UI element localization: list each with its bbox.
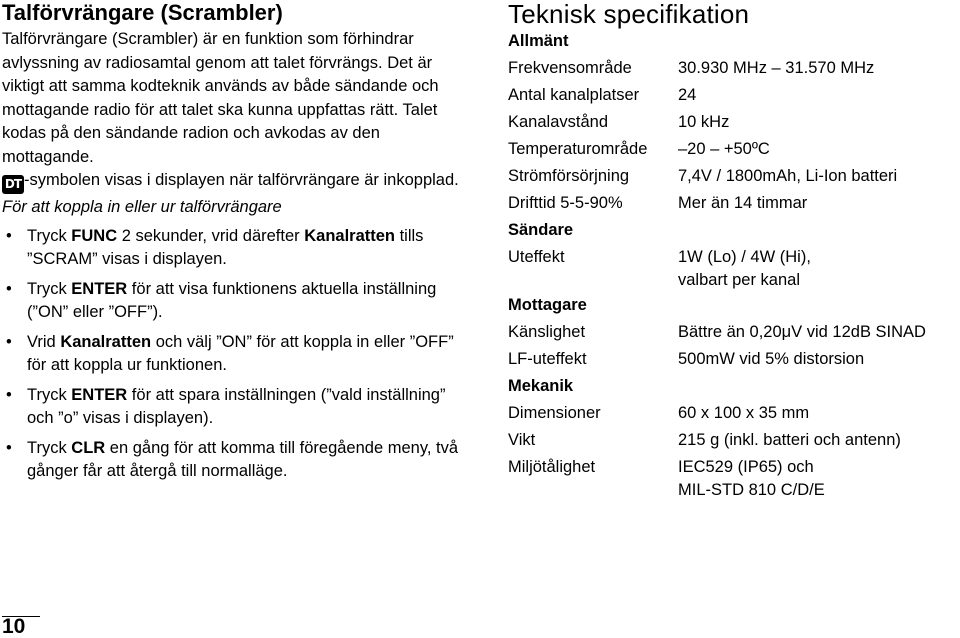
scrambler-section (2, 0, 472, 490)
step-item: • Tryck ENTER för att visa funktionens aktuella inställning (”ON” eller ”OFF”). (6, 279, 437, 321)
spec-section-title: Mekanik (508, 377, 574, 395)
spec-row: Kanalavstånd 10 kHz (508, 113, 730, 131)
spec-row: Temperaturområde –20 – +50ºC (508, 140, 770, 158)
spec-section (508, 0, 960, 504)
scrambler-intro: Talförvrängare (Scrambler) är en funktion som förhindrar avlyssning av radiosamtal genom att talet förvrängs. Det är viktigt att samma kodteknik används av både sändande och mottagande radio för att talet ska kunna uppfattas rätt. Talet kodas på den sändande radion och avkodas av den mottagande. (2, 30, 439, 166)
spec-row: Uteffekt 1W (Lo) / 4W (Hi), valbart per kanal (508, 248, 811, 289)
bullet-icon: • (6, 226, 12, 245)
key-kanalratten: Kanalratten (60, 332, 152, 351)
step-item: • Tryck ENTER för att spara inställningen (”vald inställning” och ”o” visas i displayen). (6, 385, 446, 427)
key-kanalratten: Kanalratten (304, 226, 396, 245)
spec-section-title: Allmänt (508, 32, 569, 50)
step-item: • Tryck CLR en gång för att komma till föregående meny, två gånger får att återgå till normalläge. (6, 438, 459, 480)
spec-section-title: Sändare (508, 221, 574, 239)
bullet-icon: • (6, 438, 12, 457)
bullet-icon: • (6, 332, 12, 351)
key-clr: CLR (71, 438, 106, 457)
bullet-icon: • (6, 385, 12, 404)
spec-row: Miljötålighet IEC529 (IP65) och MIL-STD 810 C/D/E (508, 458, 825, 499)
dt-scrambler-icon: DT (2, 175, 24, 194)
spec-row: Drifttid 5-5-90% Mer än 14 timmar (508, 194, 808, 212)
spec-row: Vikt 215 g (inkl. batteri och antenn) (508, 431, 901, 449)
scrambler-subheading: För att koppla in eller ur talförvrängare (2, 198, 282, 216)
spec-heading: Teknisk specifikation (508, 0, 750, 29)
step-item: • Vrid Kanalratten och välj ”ON” för att koppla in eller ”OFF” för att koppla ur funktionen. (6, 332, 454, 374)
spec-row: Dimensioner 60 x 100 x 35 mm (508, 404, 810, 422)
symbol-paragraph (2, 169, 472, 194)
scrambler-steps (2, 225, 472, 484)
spec-row: LF-uteffekt 500mW vid 5% distorsion (508, 350, 865, 368)
bullet-icon: • (6, 279, 12, 298)
key-func: FUNC (71, 226, 118, 245)
spec-row: Antal kanalplatser 24 (508, 86, 697, 104)
key-enter: ENTER (71, 385, 128, 404)
scrambler-heading: Talförvrängare (Scrambler) (2, 0, 283, 25)
page-number: 10 (2, 616, 40, 637)
spec-table (508, 30, 926, 504)
spec-row: Frekvensområde 30.930 MHz – 31.570 MHz (508, 59, 875, 77)
key-enter: ENTER (71, 279, 128, 298)
symbol-text: -symbolen visas i displayen när talförvrängare är inkopplad. (24, 171, 459, 189)
spec-row: Strömförsörjning 7,4V / 1800mAh, Li-Ion batteri (508, 167, 898, 185)
spec-section-title: Mottagare (508, 296, 587, 314)
step-item: • Tryck FUNC 2 sekunder, vrid därefter Kanalratten tills ”SCRAM” visas i displayen. (6, 226, 424, 268)
spec-row: Känslighet Bättre än 0,20μV vid 12dB SINAD (508, 323, 926, 341)
